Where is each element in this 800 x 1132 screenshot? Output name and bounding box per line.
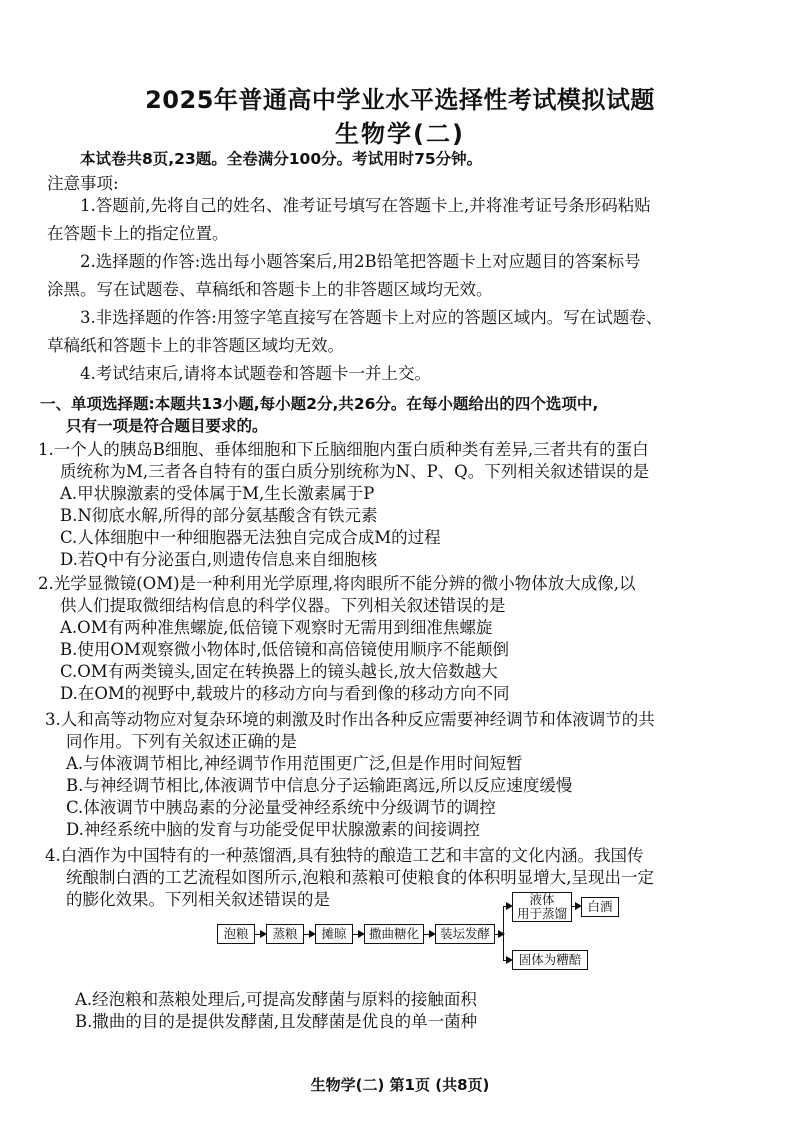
flow-product-liquor: 白酒 [581,897,619,917]
flow-arrow [503,960,511,961]
flow-step-ferment: 装坛发酵 [435,924,495,944]
flow-step-soak: 泡粮 [217,924,255,944]
question-stem: 2.光学显微镜(OM)是一种利用光学原理,将肉眼所不能分辨的微小物体放大成像,以 [38,574,636,593]
flow-liquid-sublabel: 用于蒸馏 [516,906,567,921]
option-b: B.使用OM观察微小物体时,低倍镜和高倍镜使用顺序不能颠倒 [60,640,510,659]
notes-heading: 注意事项: [47,174,119,193]
exam-summary: 本试卷共8页,23题。全卷满分100分。考试用时75分钟。 [80,150,483,168]
question-stem: 统酿制白酒的工艺流程如图所示,泡粮和蒸粮可使粮食的体积明显增大,呈现出一定 [66,868,654,887]
option-a: A.甲状腺激素的受体属于M,生长激素属于P [60,484,375,503]
flow-solid-residue: 固体为糟醅 [512,950,588,970]
question-stem: 4.白酒作为中国特有的一种蒸馏酒,具有独特的酿造工艺和丰富的文化内涵。我国传 [45,846,644,865]
note-line: 涂黑。写在试题卷、草稿纸和答题卡上的非答题区域均无效。 [47,280,493,299]
flow-arrow [353,934,363,935]
flow-arrow [572,906,580,907]
question-stem: 的膨化效果。下列相关叙述错误的是 [66,890,330,909]
flow-liquid-box [512,892,572,922]
flow-arrow [255,934,265,935]
option-d: D.在OM的视野中,载玻片的移动方向与看到像的移动方向不同 [60,684,510,703]
question-stem: 1.一个人的胰岛B细胞、垂体细胞和下丘脑细胞内蛋白质种类有差异,三者共有的蛋白 [38,440,649,459]
flow-step-cool: 摊晾 [315,924,353,944]
option-c: C.体液调节中胰岛素的分泌量受神经系统中分级调节的调控 [66,798,496,817]
option-d: D.神经系统中脑的发育与功能受促甲状腺激素的间接调控 [66,820,480,839]
note-line: 3.非选择题的作答:用签字笔直接写在答题卡上对应的答题区域内。写在试题卷、 [80,308,663,327]
question-stem: 3.人和高等动物应对复杂环境的刺激及时作出各种反应需要神经调节和体液调节的共 [45,710,655,729]
note-line: 4.考试结束后,请将本试题卷和答题卡一并上交。 [80,364,431,383]
page-footer: 生物学(二) 第1页 (共8页) [310,1076,490,1094]
question-stem: 供人们提取微细结构信息的科学仪器。下列相关叙述错误的是 [60,596,506,615]
option-b: B.与神经调节相比,体液调节中信息分子运输距离远,所以反应速度缓慢 [66,776,573,795]
option-c: C.OM有两类镜头,固定在转换器上的镜头越长,放大倍数越大 [60,662,498,681]
option-a: A.经泡粮和蒸粮处理后,可提高发酵菌与原料的接触面积 [75,990,477,1009]
section-heading: 一、单项选择题:本题共13小题,每小题2分,共26分。在每小题给出的四个选项中, [40,395,599,413]
question-stem: 质统称为M,三者各自特有的蛋白质分别统称为N、P、Q。下列相关叙述错误的是 [60,462,650,481]
flow-branch-stub [495,934,503,935]
flow-step-saccharify: 撒曲糖化 [364,924,424,944]
option-b: B.撒曲的目的是提供发酵菌,且发酵菌是优良的单一菌种 [75,1012,478,1031]
note-line: 2.选择题的作答:选出每小题答案后,用2B铅笔把答题卡上对应题目的答案标号 [80,252,641,271]
section-heading: 只有一项是符合题目要求的。 [66,417,268,435]
flow-arrow [424,934,434,935]
option-b: B.N彻底水解,所得的部分氨基酸含有铁元素 [60,506,378,525]
option-a: A.与体液调节相比,神经调节作用范围更广泛,但是作用时间短暂 [66,754,523,773]
note-line: 草稿纸和答题卡上的非答题区域均无效。 [47,336,344,355]
option-d: D.若Q中有分泌蛋白,则遗传信息来自细胞核 [60,550,378,569]
flow-arrow [304,934,314,935]
note-line: 在答题卡上的指定位置。 [47,224,229,243]
question-stem: 同作用。下列有关叙述正确的是 [66,732,297,751]
note-line: 1.答题前,先将自己的姓名、准考证号填写在答题卡上,并将准考证号条形码粘贴 [80,196,651,215]
flow-arrow [503,906,511,907]
option-c: C.人体细胞中一种细胞器无法独自完成合成M的过程 [60,528,441,547]
option-a: A.OM有两种准焦螺旋,低倍镜下观察时无需用到细准焦螺旋 [60,618,493,637]
flow-step-steam: 蒸粮 [266,924,304,944]
exam-title: 2025年普通高中学业水平选择性考试模拟试题 [145,86,655,114]
flow-liquid-label: 液体 [529,891,555,907]
subject-title: 生物学(二) [335,120,465,148]
